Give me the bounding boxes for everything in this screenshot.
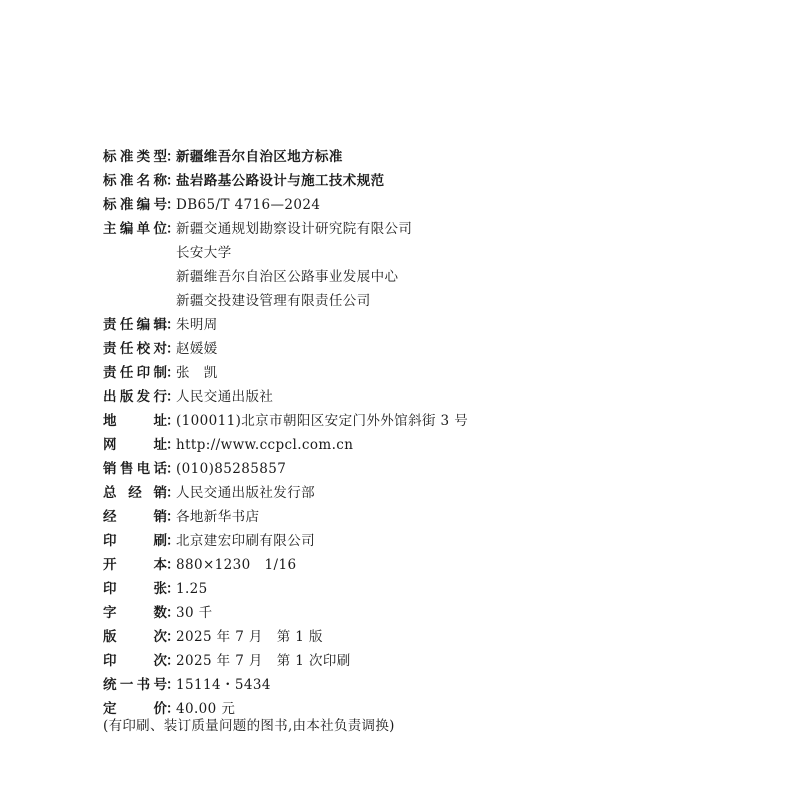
co-editor-unit: 长安大学 (176, 245, 232, 261)
imprint-label-price: 定 价 (103, 701, 167, 717)
imprint-value-responsible-proofreader: 赵媛媛 (176, 341, 218, 357)
imprint-value-distributor: 各地新华书店 (176, 509, 260, 525)
imprint-label-sheets: 印 张 (103, 581, 167, 597)
co-editor-unit: 新疆维吾尔自治区公路事业发展中心 (176, 269, 399, 285)
quality-notice: (有印刷、装订质量问题的图书,由本社负责调换) (103, 718, 395, 734)
imprint-label-responsible-editor: 责 任 编 辑 (103, 317, 167, 333)
imprint-value-website: http://www.ccpcl.com.cn (176, 437, 354, 453)
imprint-value-printer: 北京建宏印刷有限公司 (176, 533, 315, 549)
imprint-label-standard-type: 标 准 类 型 (103, 149, 167, 165)
imprint-label-publisher: 出 版 发 行 (103, 389, 167, 405)
imprint-label-book-number: 统 一 书 号 (103, 677, 167, 693)
imprint-value-edition: 2025 年 7 月 第 1 版 (176, 629, 323, 645)
imprint-colon: ： (166, 173, 180, 189)
imprint-colon: ： (166, 557, 180, 573)
imprint-label-responsible-proofreader: 责 任 校 对 (103, 341, 167, 357)
imprint-colon: ： (166, 533, 180, 549)
imprint-value-sheets: 1.25 (176, 581, 208, 597)
co-editor-unit: 新疆交投建设管理有限责任公司 (176, 293, 371, 309)
imprint-value-responsible-editor: 朱明周 (176, 317, 218, 333)
imprint-value-book-number: 15114・5434 (176, 677, 271, 693)
imprint-value-general-distributor: 人民交通出版社发行部 (176, 485, 315, 501)
imprint-colon: ： (166, 365, 180, 381)
imprint-value-word-count: 30 千 (176, 605, 213, 621)
imprint-value-price: 40.00 元 (176, 701, 236, 717)
imprint-label-address: 地 址 (103, 413, 167, 429)
imprint-label-edition: 版 次 (103, 629, 167, 645)
imprint-colon: ： (166, 461, 180, 477)
imprint-label-sales-phone: 销 售 电 话 (103, 461, 167, 477)
imprint-colon: ： (166, 677, 180, 693)
imprint-value-standard-name: 盐岩路基公路设计与施工技术规范 (176, 173, 385, 189)
imprint-label-website: 网 址 (103, 437, 167, 453)
imprint-label-responsible-printing: 责 任 印 制 (103, 365, 167, 381)
imprint-label-standard-name: 标 准 名 称 (103, 173, 167, 189)
imprint-colon: ： (166, 221, 180, 237)
imprint-colon: ： (166, 341, 180, 357)
imprint-colon: ： (166, 197, 180, 213)
imprint-value-standard-type: 新疆维吾尔自治区地方标准 (176, 149, 343, 165)
imprint-colon: ： (166, 605, 180, 621)
imprint-colon: ： (166, 149, 180, 165)
imprint-value-responsible-printing: 张 凯 (176, 365, 218, 381)
imprint-label-word-count: 字 数 (103, 605, 167, 621)
imprint-label-format: 开 本 (103, 557, 167, 573)
imprint-colon: ： (166, 485, 180, 501)
imprint-label-general-distributor: 总 经 销 (103, 485, 167, 501)
imprint-value-sales-phone: (010)85285857 (176, 461, 287, 477)
imprint-value-address: (100011)北京市朝阳区安定门外外馆斜街 3 号 (176, 413, 469, 429)
imprint-colon: ： (166, 701, 180, 717)
imprint-colon: ： (166, 317, 180, 333)
imprint-colon: ： (166, 581, 180, 597)
imprint-colon: ： (166, 389, 180, 405)
imprint-value-impression: 2025 年 7 月 第 1 次印刷 (176, 653, 351, 669)
imprint-label-impression: 印 次 (103, 653, 167, 669)
imprint-value-chief-editor-unit: 新疆交通规划勘察设计研究院有限公司 (176, 221, 413, 237)
imprint-colon: ： (166, 629, 180, 645)
imprint-value-format: 880×1230 1/16 (176, 557, 297, 573)
imprint-colon: ： (166, 437, 180, 453)
imprint-label-distributor: 经 销 (103, 509, 167, 525)
imprint-value-publisher: 人民交通出版社 (176, 389, 274, 405)
imprint-label-printer: 印 刷 (103, 533, 167, 549)
imprint-label-chief-editor-unit: 主 编 单 位 (103, 221, 167, 237)
imprint-colon: ： (166, 509, 180, 525)
imprint-value-standard-number: DB65/T 4716—2024 (176, 197, 321, 213)
imprint-label-standard-number: 标 准 编 号 (103, 197, 167, 213)
imprint-colon: ： (166, 413, 180, 429)
imprint-colon: ： (166, 653, 180, 669)
